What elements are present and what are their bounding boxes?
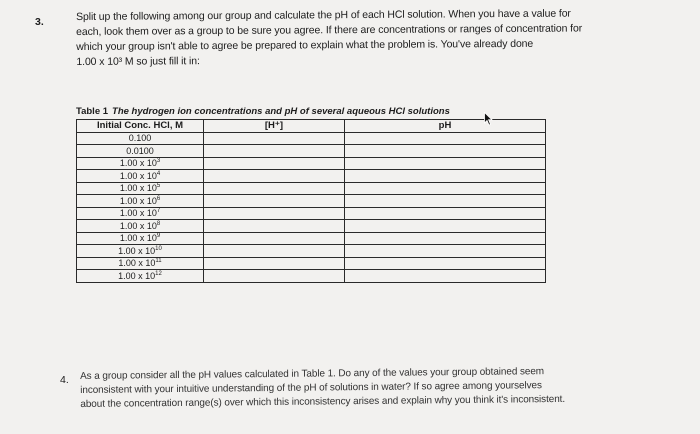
h-conc-cell[interactable]: [204, 270, 345, 283]
conc-base: 1.00 x 10: [119, 183, 157, 194]
h-conc-cell[interactable]: [204, 170, 345, 183]
conc-base: 1.00 x 10: [119, 170, 157, 181]
conc-exponent: 12: [155, 270, 162, 277]
table-caption-label: Table 1: [76, 106, 109, 117]
conc-exponent: 4: [156, 170, 161, 177]
conc-exponent: 6: [156, 195, 161, 202]
initial-conc-cell: [77, 170, 204, 183]
h-conc-cell[interactable]: [204, 157, 345, 170]
conc-base: 0.100: [128, 133, 152, 144]
initial-conc-cell: [77, 257, 204, 270]
ph-cell[interactable]: [345, 270, 546, 283]
table-row: [77, 132, 546, 145]
conc-base: 1.00 x 10: [119, 220, 157, 231]
ph-cell[interactable]: [345, 232, 546, 245]
table-row: [77, 232, 546, 245]
ph-cell[interactable]: [345, 170, 546, 183]
conc-exponent: 9: [156, 233, 161, 240]
question-4-line: about the concentration range(s) over which this inconsistency arises and explain why you think it's inconsistent.: [80, 393, 566, 410]
initial-conc-cell: [77, 220, 204, 233]
conc-base: 1.00 x 10: [119, 233, 157, 244]
initial-conc-cell: [77, 232, 204, 245]
question-3-line: each, look them over as a group to be sure you agree. If there are concentrations or ranges of concentration for: [76, 22, 583, 38]
h-conc-cell[interactable]: [204, 257, 345, 270]
table-caption-text: The hydrogen ion concentrations and pH of several aqueous HCl solutions: [112, 106, 450, 117]
mouse-pointer-icon: [484, 112, 493, 126]
initial-conc-cell: [77, 245, 204, 258]
h-conc-cell[interactable]: [204, 182, 345, 195]
table-row: [77, 195, 546, 208]
table-row: [77, 157, 546, 170]
ph-cell[interactable]: [345, 182, 546, 195]
ph-cell[interactable]: [345, 145, 546, 158]
ph-cell[interactable]: [345, 195, 546, 208]
conc-exponent: 5: [156, 183, 161, 190]
ph-cell[interactable]: [345, 220, 546, 233]
h-conc-cell[interactable]: [204, 207, 345, 220]
header-initial-conc: Initial Conc. HCl, M: [77, 120, 204, 133]
question-3-text: [76, 6, 582, 70]
initial-conc-cell: [77, 145, 204, 158]
ph-cell[interactable]: [345, 132, 546, 145]
ph-cell[interactable]: [345, 245, 546, 258]
conc-exponent: 7: [156, 208, 161, 215]
conc-exponent: 10: [155, 245, 162, 252]
conc-base: 1.00 x 10: [119, 195, 157, 206]
conc-base: 1.00 x 10: [118, 245, 156, 256]
question-4-line: inconsistent with your intuitive understanding of the pH of solutions in water? If so agree among yourselves: [80, 380, 542, 396]
conc-exponent: 11: [155, 258, 162, 265]
header-h-conc: [H⁺]: [204, 120, 345, 133]
initial-conc-cell: [77, 182, 204, 195]
h-conc-cell[interactable]: [204, 245, 345, 258]
table-row: [77, 145, 546, 158]
question-3-line: Split up the following among our group and calculate the pH of each HCl solution. When you have a value for: [76, 7, 571, 23]
ph-cell[interactable]: [345, 157, 546, 170]
table-row: [77, 170, 546, 183]
question-4-line: As a group consider all the pH values calculated in Table 1. Do any of the values your group obtained seem: [80, 366, 545, 382]
initial-conc-cell: [77, 157, 204, 170]
initial-conc-cell: [77, 195, 204, 208]
conc-exponent: 3: [156, 158, 161, 165]
conc-exponent: 8: [156, 220, 161, 227]
question-3-number: 3.: [35, 16, 44, 28]
h-conc-cell[interactable]: [204, 220, 345, 233]
hcl-table: [76, 119, 546, 283]
table-row: [77, 257, 546, 270]
question-4-text: [80, 365, 565, 412]
h-conc-cell[interactable]: [204, 132, 345, 145]
conc-base: 1.00 x 10: [119, 158, 157, 169]
conc-base: 0.0100: [126, 145, 154, 156]
table-row: [77, 270, 546, 283]
table-row: [77, 207, 546, 220]
table-row: [77, 245, 546, 258]
question-4-number: 4.: [60, 374, 69, 386]
conc-base: 1.00 x 10: [118, 270, 156, 281]
h-conc-cell[interactable]: [204, 145, 345, 158]
question-3-line: which your group isn't able to agree be prepared to explain what the problem is. You've already done: [76, 37, 534, 53]
ph-cell[interactable]: [345, 257, 546, 270]
initial-conc-cell: [77, 132, 204, 145]
initial-conc-cell: [77, 270, 204, 283]
conc-base: 1.00 x 10: [119, 208, 157, 219]
table-row: [77, 220, 546, 233]
table-header-row: [77, 120, 546, 133]
header-ph: pH: [345, 120, 546, 133]
table-caption: [76, 106, 450, 117]
h-conc-cell[interactable]: [204, 232, 345, 245]
h-conc-cell[interactable]: [204, 195, 345, 208]
conc-base: 1.00 x 10: [118, 258, 156, 269]
table-row: [77, 182, 546, 195]
question-3-line: 1.00 x 10³ M so just fill it in:: [76, 55, 200, 68]
ph-cell[interactable]: [345, 207, 546, 220]
initial-conc-cell: [77, 207, 204, 220]
